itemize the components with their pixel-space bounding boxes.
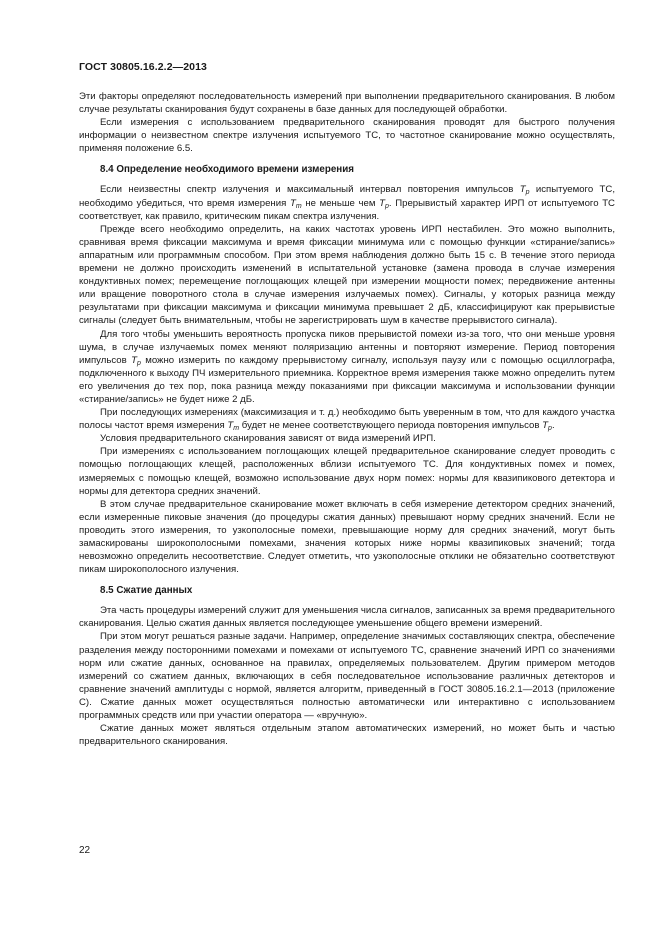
paragraph: Сжатие данных может являться отдельным этапом автоматических измерений, но может быть и частью предварительного сканирования. [79, 723, 615, 748]
page-number: 22 [79, 845, 91, 856]
paragraph: Если измерения с использованием предварительного сканирования проводят для быстрого получения информации о неизвестном спектре излучения испытуемого ТС, то частотное сканирование можно осуществлять, применяя положение 6.5. [79, 117, 615, 155]
document-body [79, 90, 615, 748]
paragraph: Эта часть процедуры измерений служит для уменьшения числа сигналов, записанных за время предварительного сканирования. Целью сжатия данных является последующее уменьшение общего времени измерений. [79, 605, 615, 630]
math-variable: $T_p$ [542, 420, 552, 433]
math-variable: $T_p$ [131, 354, 141, 367]
paragraph: При последующих измерениях (максимизация и т. д.) необходимо быть уверенным в том, что для каждого участка полосы частот время измерения $T_m$ будет не менее соответствующего периода повторения импульсов $T_p$. [79, 407, 615, 433]
paragraph: Если неизвестны спектр излучения и максимальный интервал повторения импульсов $T_p$ испытуемого ТС, необходимо убедиться, что время измерения $T_m$ не меньше чем $T_p$. Прерывистый характер ИРП от испытуемого ТС соответствует, как правило, критическим пикам спектра излучения. [79, 184, 615, 222]
section-heading-8-5: 8.5 Сжатие данных [100, 585, 193, 597]
paragraph: При измерениях с использованием поглощающих клещей предварительное сканирование следует проводить с помощью поглощающих клещей, расположенных вблизи испытуемого ТС. Для кондуктивных помех и помех, измеряемых с помощью клещей, возможно использование двух норм помех: нормы для квазипикового детектора и нормы для детектора средних значений. [79, 446, 615, 497]
paragraph: При этом могут решаться разные задачи. Например, определение значимых составляющих спектра, обеспечение разделения между посторонними помехами и помехами от испытуемого ТС, сравнение значений ИРП со значениями норм или сжатие данных, основанное на правилах, определяемых пользователем. Другим примером методов измерений со сжатием данных, включающих в себя последовательное использование различных детекторов и сравнение значений амплитуды с нормой, является алгоритм, приведенный в ГОСТ 30805.16.2.1—2013 (приложение С). Сжатие данных может осуществляться полностью автоматически или интерактивно с использованием программных средств или при участии оператора — «вручную». [79, 631, 615, 722]
math-variable: $T_p$ [519, 184, 530, 197]
math-variable: $T_p$ [379, 197, 389, 210]
paragraph: Для того чтобы уменьшить вероятность пропуска пиков прерывистой помехи из-за того, что они меньше уровня шума, в случае излучаемых помех меняют поляризацию антенны и повторяют измерение. Период повторения импульсов $T_p$ можно измерить по каждому прерывистому сигналу, используя паузу или с помощью осциллографа, подключенного к выходу ПЧ измерительного приемника. Корректное время измерения также можно определить путем его увеличения до тех пор, пока разница между показаниями при фиксации максимума и использовании функции «стирание/запись» не будет ниже 2 дБ. [79, 328, 615, 405]
paragraph: Условия предварительного сканирования зависят от вида измерений ИРП. [100, 433, 436, 445]
paragraph: Эти факторы определяют последовательность измерений при выполнении предварительного сканирования. В любом случае результаты сканирования будут сохранены в базе данных для последующей обработки. [79, 91, 615, 116]
paragraph: В этом случае предварительное сканирование может включать в себя измерение детектором средних значений, если измеренные пиковые значения (до процедуры сжатия данных) превышают норму средних значений. Если не проводить этого измерения, то узкополосные помехи, превышающие норму для средних значений, могут быть замаскированы широкополосными помехами, значения которых ниже нормы квазипиковых значений; тогда невозможно определить несоответствие. Следует отметить, что узкополосные отклики не обязательно соответствуют пикам широкополосного излучения. [79, 498, 615, 576]
paragraph: Прежде всего необходимо определить, на каких частотах уровень ИРП нестабилен. Это можно выполнить, сравнивая время фиксации максимума и время фиксации минимума или с помощью функции «стирание/запись» аппаратным или программным способом. При этом время наблюдения должно быть 15 с. В течение этого периода времени не должно происходить изменений в испытательной установке (замена провода в случае измерения кондуктивных помех; перемещение поглощающих клещей при измерении мощности помех; передвижение антенны или вращение поворотного стола в случае измерения излучаемых помех). Сигналы, у которых разница между результатами при фиксации максимума и фиксации минимума превышает 2 дБ, классифицируют как прерывистые сигналы (следует быть внимательным, чтобы не зарегистрировать шум в качестве прерывистого сигнала). [79, 223, 615, 327]
math-variable: $T_m$ [289, 197, 302, 210]
section-heading-8-4: 8.4 Определение необходимого времени измерения [100, 164, 354, 176]
document-header: ГОСТ 30805.16.2.2—2013 [79, 61, 207, 73]
math-variable: $T_m$ [227, 420, 240, 433]
